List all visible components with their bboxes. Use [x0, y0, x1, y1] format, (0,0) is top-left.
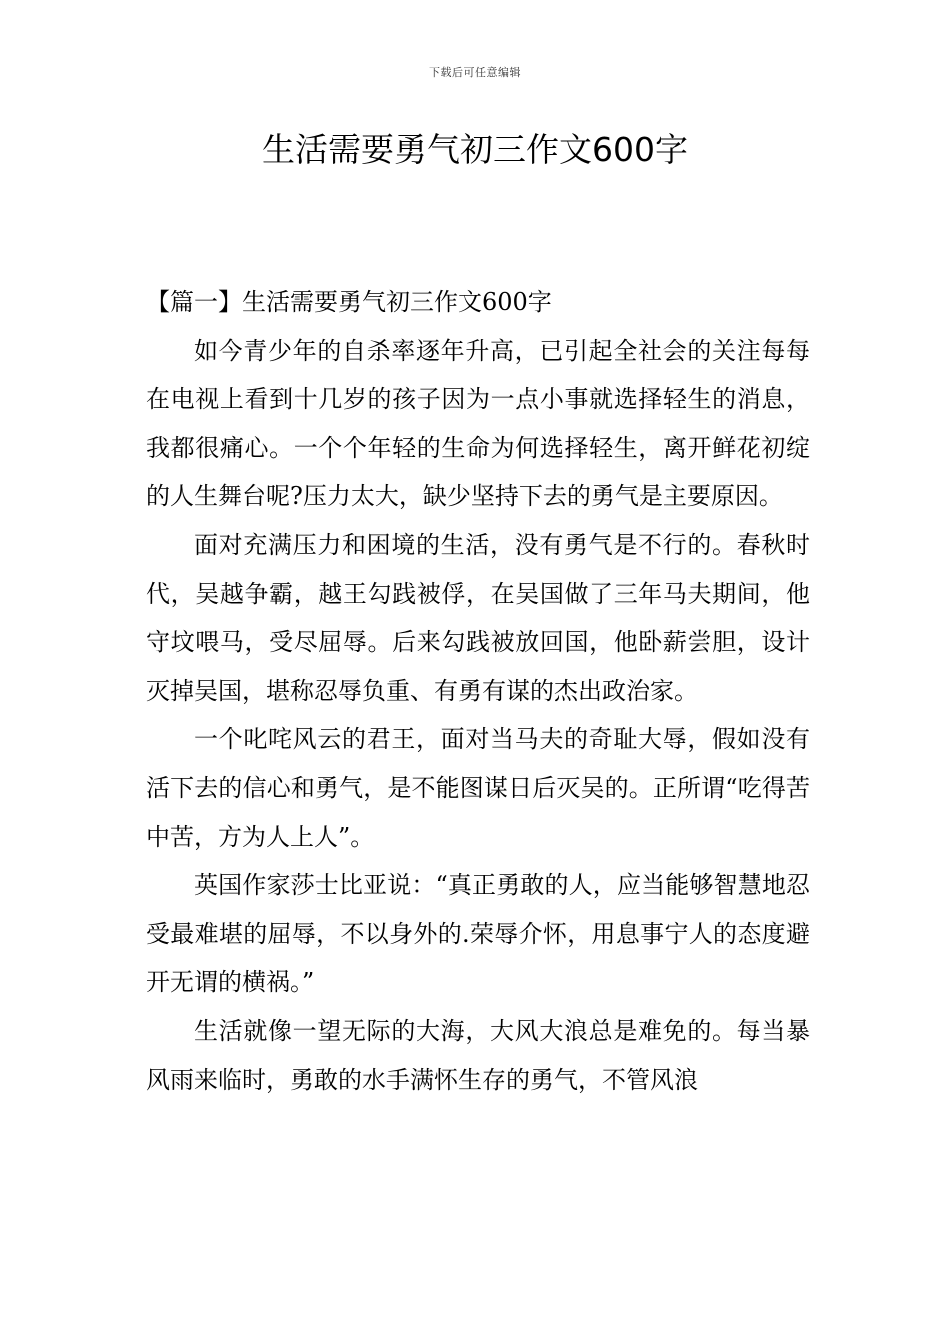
paragraph-5: 生活就像一望无际的大海，大风大浪总是难免的。每当暴风雨来临时，勇敢的水手满怀生存的勇气，不管风浪	[146, 1016, 810, 1094]
document-body	[146, 278, 810, 1104]
paragraph-3: 一个叱咤风云的君王，面对当马夫的奇耻大辱，假如没有活下去的信心和勇气，是不能图谋日后灭吴的。正所谓“吃得苦中苦，方为人上人”。	[146, 725, 810, 851]
document-title: 生活需要勇气初三作文600字	[262, 130, 688, 169]
paragraph-4: 英国作家莎士比亚说：“真正勇敢的人，应当能够智慧地忍受最难堪的屈辱，不以身外的.荣辱介怀，用息事宁人的态度避开无谓的横祸。”	[146, 871, 810, 997]
download-note: 下载后可任意编辑	[429, 66, 521, 79]
paragraph-2: 面对充满压力和困境的生活，没有勇气是不行的。春秋时代，吴越争霸，越王勾践被俘，在吴国做了三年马夫期间，他守坟喂马，受尽屈辱。后来勾践被放回国，他卧薪尝胆，设计灭掉吴国，堪称忍辱负重、有勇有谋的杰出政治家。	[146, 530, 810, 705]
section-heading: 【篇一】生活需要勇气初三作文600字	[146, 288, 552, 316]
paragraph-1: 如今青少年的自杀率逐年升高，已引起全社会的关注每每在电视上看到十几岁的孩子因为一点小事就选择轻生的消息，我都很痛心。一个个年轻的生命为何选择轻生，离开鲜花初绽的人生舞台呢?压力太大，缺少坚持下去的勇气是主要原因。	[146, 336, 810, 511]
